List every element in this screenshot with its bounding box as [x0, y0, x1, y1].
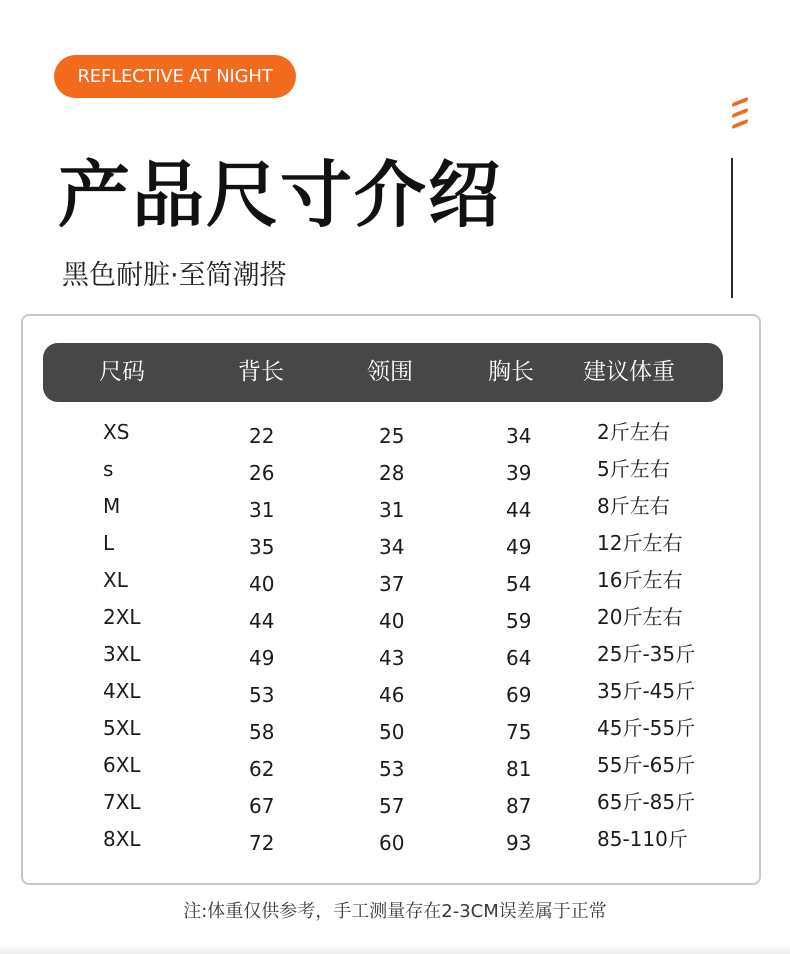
row-back-length: 40 [249, 572, 275, 596]
row-chest: 54 [506, 572, 532, 596]
reflective-badge: REFLECTIVE AT NIGHT [54, 55, 296, 98]
row-neck: 25 [379, 424, 405, 448]
row-back-length: 44 [249, 609, 275, 633]
row-weight: 16斤左右 [597, 568, 683, 592]
row-size: M [103, 494, 121, 518]
table-row [0, 673, 790, 710]
table-row [0, 488, 790, 525]
row-back-length: 31 [249, 498, 275, 522]
row-weight: 8斤左右 [597, 494, 670, 518]
row-back-length: 67 [249, 794, 275, 818]
header-weight: 建议体重 [583, 359, 675, 385]
table-row [0, 451, 790, 488]
row-neck: 37 [379, 572, 405, 596]
row-back-length: 58 [249, 720, 275, 744]
bottom-divider [0, 944, 790, 954]
row-size: 4XL [103, 679, 141, 703]
row-size: L [103, 531, 115, 555]
row-size: 3XL [103, 642, 141, 666]
page-title: 产品尺寸介绍 [58, 153, 503, 237]
row-chest: 87 [506, 794, 532, 818]
row-neck: 50 [379, 720, 405, 744]
row-neck: 28 [379, 461, 405, 485]
row-back-length: 49 [249, 646, 275, 670]
size-table-header [43, 343, 723, 402]
row-back-length: 35 [249, 535, 275, 559]
row-chest: 39 [506, 461, 532, 485]
row-weight: 85-110斤 [597, 827, 688, 851]
footnote: 注:体重仅供参考，手工测量存在2-3CM误差属于正常 [183, 901, 607, 922]
row-chest: 44 [506, 498, 532, 522]
row-back-length: 53 [249, 683, 275, 707]
row-weight: 45斤-55斤 [597, 716, 696, 740]
row-size: s [103, 457, 114, 481]
row-size: 6XL [103, 753, 141, 777]
row-chest: 64 [506, 646, 532, 670]
row-chest: 69 [506, 683, 532, 707]
stripes-decoration-icon [732, 96, 750, 134]
row-neck: 31 [379, 498, 405, 522]
row-weight: 5斤左右 [597, 457, 670, 481]
row-neck: 40 [379, 609, 405, 633]
table-row [0, 821, 790, 858]
row-back-length: 26 [249, 461, 275, 485]
row-size: XS [103, 420, 130, 444]
table-row [0, 525, 790, 562]
row-chest: 59 [506, 609, 532, 633]
row-chest: 34 [506, 424, 532, 448]
table-row [0, 599, 790, 636]
header-size: 尺码 [99, 359, 145, 385]
row-neck: 34 [379, 535, 405, 559]
table-row [0, 784, 790, 821]
row-back-length: 72 [249, 831, 275, 855]
row-weight: 25斤-35斤 [597, 642, 696, 666]
row-chest: 93 [506, 831, 532, 855]
header-back-length: 背长 [238, 359, 284, 385]
page-subtitle: 黑色耐脏·至简潮搭 [62, 260, 287, 291]
row-chest: 49 [506, 535, 532, 559]
table-row [0, 562, 790, 599]
row-weight: 12斤左右 [597, 531, 683, 555]
row-size: 7XL [103, 790, 141, 814]
row-weight: 2斤左右 [597, 420, 670, 444]
row-size: 2XL [103, 605, 141, 629]
vertical-divider [731, 158, 733, 298]
row-neck: 53 [379, 757, 405, 781]
row-neck: 46 [379, 683, 405, 707]
row-weight: 35斤-45斤 [597, 679, 696, 703]
row-size: 5XL [103, 716, 141, 740]
row-back-length: 62 [249, 757, 275, 781]
row-chest: 81 [506, 757, 532, 781]
row-size: 8XL [103, 827, 141, 851]
row-neck: 43 [379, 646, 405, 670]
row-neck: 57 [379, 794, 405, 818]
row-weight: 20斤左右 [597, 605, 683, 629]
table-row [0, 747, 790, 784]
row-back-length: 22 [249, 424, 275, 448]
row-neck: 60 [379, 831, 405, 855]
row-size: XL [103, 568, 128, 592]
table-row [0, 636, 790, 673]
row-weight: 55斤-65斤 [597, 753, 696, 777]
header-chest: 胸长 [488, 359, 534, 385]
table-row [0, 414, 790, 451]
table-row [0, 710, 790, 747]
header-neck: 领围 [367, 359, 413, 385]
row-weight: 65斤-85斤 [597, 790, 696, 814]
row-chest: 75 [506, 720, 532, 744]
